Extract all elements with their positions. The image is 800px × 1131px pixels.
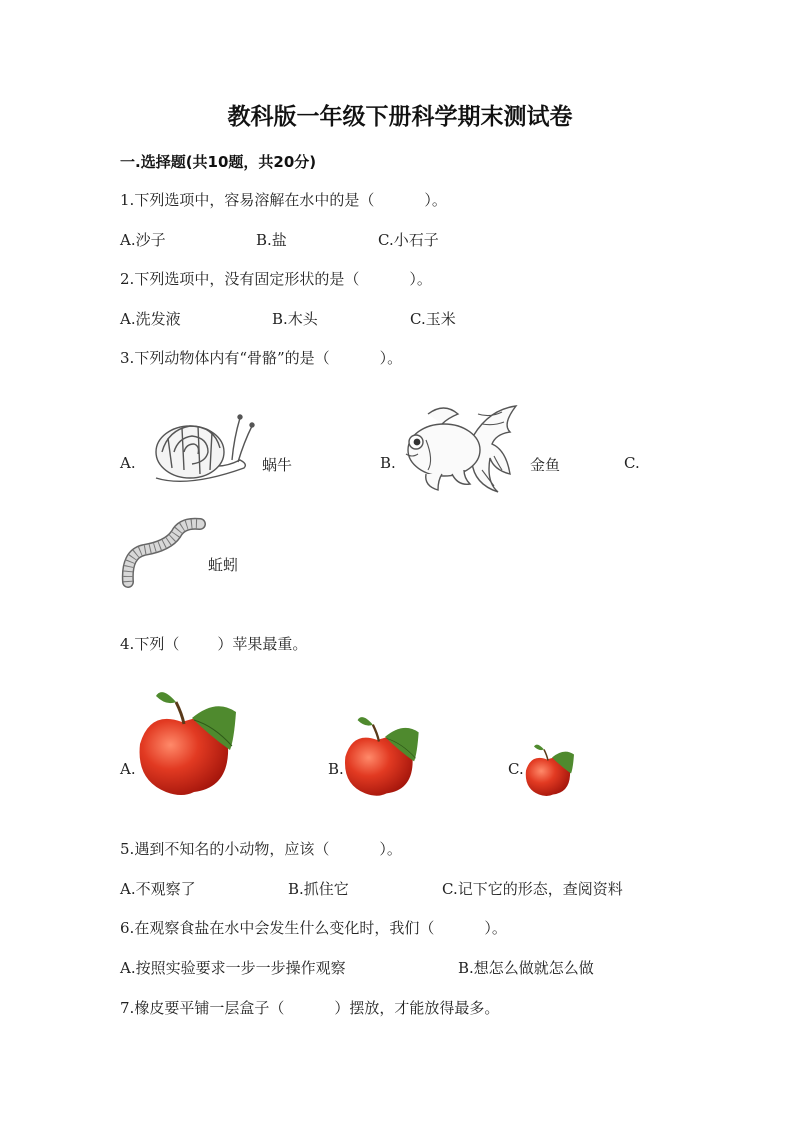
question-stem-end: ）。 xyxy=(424,191,447,209)
option-c-label: 蚯蚓 xyxy=(208,556,239,574)
question-4: 4.下列（ ）苹果最重。 xyxy=(120,635,308,653)
option-a[interactable]: A.按照实验要求一步一步操作观察 xyxy=(120,959,346,977)
option-b[interactable]: B.木头 xyxy=(272,310,318,328)
section-heading: 一.选择题(共10题，共20分) xyxy=(120,153,317,171)
option-c[interactable]: C.小石子 xyxy=(378,231,439,249)
question-5: 5.遇到不知名的小动物，应该（ ）。 xyxy=(120,840,402,858)
question-3: 3.下列动物体内有“骨骼”的是（ ）。 xyxy=(120,349,403,367)
option-b[interactable]: B.抓住它 xyxy=(288,880,349,898)
snail-icon xyxy=(148,408,258,488)
option-a[interactable]: A. xyxy=(120,760,136,778)
option-a[interactable]: A. xyxy=(120,454,136,472)
option-b[interactable]: B. xyxy=(380,454,396,472)
option-c[interactable]: C. xyxy=(508,760,524,778)
option-a-label: 蜗牛 xyxy=(262,456,293,474)
option-b[interactable]: B.盐 xyxy=(256,231,287,249)
question-stem: 下列选项中，容易溶解在水中的是（ xyxy=(134,191,375,209)
option-a[interactable]: A.不观察了 xyxy=(120,880,196,898)
apple-large-icon xyxy=(136,688,240,798)
question-number: 1. xyxy=(120,191,135,209)
earthworm-icon xyxy=(120,514,206,588)
option-b[interactable]: B.想怎么做就怎么做 xyxy=(458,959,594,977)
apple-small-icon xyxy=(524,742,576,798)
question-6: 6.在观察食盐在水中会发生什么变化时，我们（ ）。 xyxy=(120,919,507,937)
question-1 xyxy=(120,189,447,210)
goldfish-icon xyxy=(398,400,520,494)
option-a[interactable]: A.沙子 xyxy=(120,231,166,249)
option-c[interactable]: C.记下它的形态，查阅资料 xyxy=(442,880,623,898)
option-c[interactable]: C.玉米 xyxy=(410,310,456,328)
question-2: 2.下列选项中，没有固定形状的是（ ）。 xyxy=(120,270,432,288)
question-7: 7.橡皮要平铺一层盒子（ ）摆放，才能放得最多。 xyxy=(120,999,500,1017)
option-b[interactable]: B. xyxy=(328,760,344,778)
apple-medium-icon xyxy=(342,714,422,798)
option-a[interactable]: A.洗发液 xyxy=(120,310,181,328)
option-b-label: 金鱼 xyxy=(530,456,561,474)
option-c[interactable]: C. xyxy=(624,454,640,472)
page-title: 教科版一年级下册科学期末测试卷 xyxy=(227,104,573,130)
